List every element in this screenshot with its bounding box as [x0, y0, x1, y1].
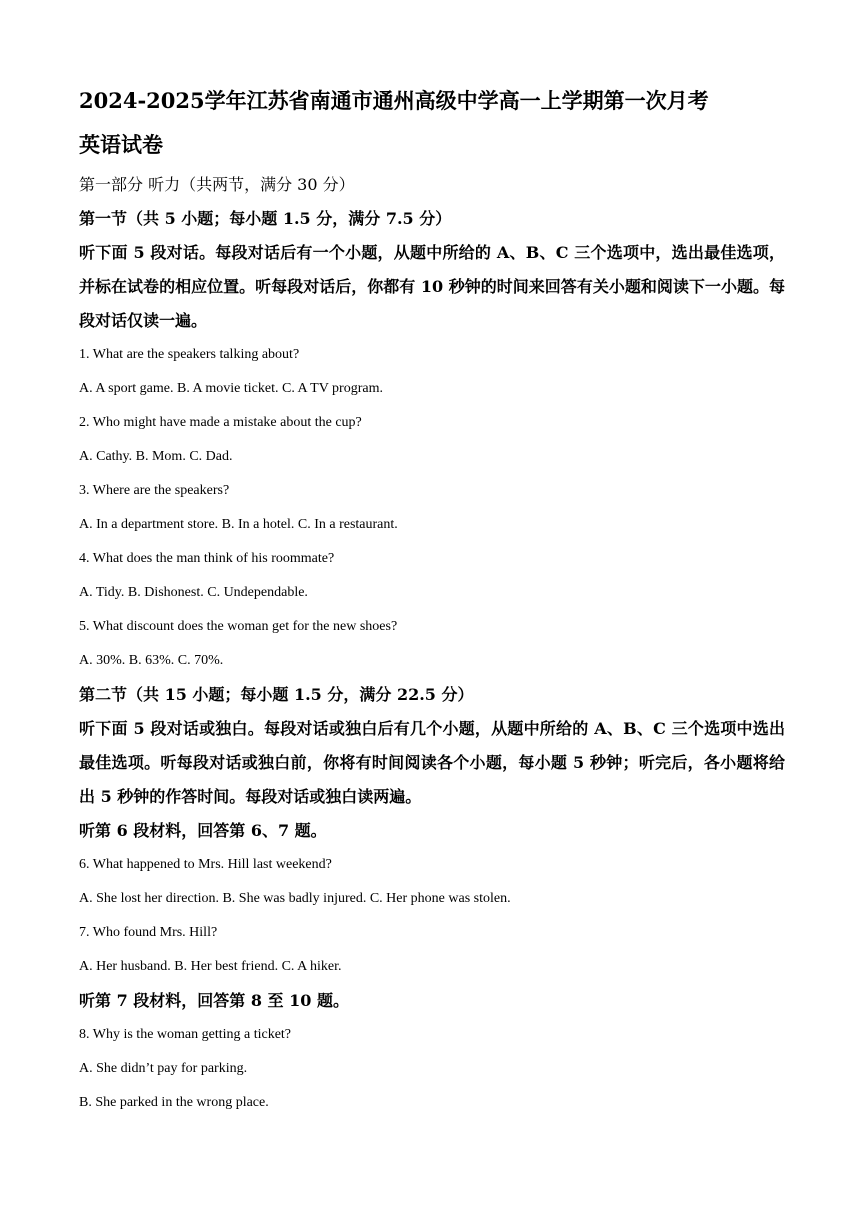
- section2-instructions: 听下面 5 段对话或独白。每段对话或独白后有几个小题，从题中所给的 A、B、C 三个选项中选出最佳选项。听每段对话或独白前，你将有时间阅读各个小题，每小题 5 秒钟；听完后，各小题将给出 5 秒钟的作答时间。每段对话或独白读两遍。: [79, 719, 785, 806]
- section2-heading: 第二节（共 15 小题；每小题 1.5 分，满分 22.5 分）: [79, 685, 474, 704]
- doc-title-line2: 英语试卷: [79, 132, 163, 157]
- options-1: A. A sport game. B. A movie ticket. C. A TV program.: [79, 381, 383, 396]
- options-3: A. In a department store. B. In a hotel. C. In a restaurant.: [79, 517, 398, 532]
- question-7: 7. Who found Mrs. Hill?: [79, 925, 218, 940]
- material6-heading: 听第 6 段材料，回答第 6、7 题。: [79, 821, 327, 840]
- part1-heading: 第一部分 听力（共两节，满分 30 分）: [79, 175, 355, 194]
- material7-question-list: [79, 1018, 785, 1120]
- material7-heading: 听第 7 段材料，回答第 8 至 10 题。: [79, 991, 349, 1010]
- doc-title-line1: 2024-2025学年江苏省南通市通州高级中学高一上学期第一次月考: [79, 88, 709, 113]
- material6-question-list: [79, 848, 785, 984]
- section1-instructions: 听下面 5 段对话。每段对话后有一个小题，从题中所给的 A、B、C 三个选项中，选出最佳选项，并标在试卷的相应位置。听每段对话后，你都有 10 秒钟的时间来回答有关小题和阅读下一小题。每段对话仅读一遍。: [79, 243, 785, 330]
- question-4: 4. What does the man think of his roommate?: [79, 551, 335, 566]
- question-2: 2. Who might have made a mistake about the cup?: [79, 415, 362, 430]
- question-3: 3. Where are the speakers?: [79, 483, 230, 498]
- options-7: A. Her husband. B. Her best friend. C. A hiker.: [79, 959, 342, 974]
- options-5: A. 30%. B. 63%. C. 70%.: [79, 653, 224, 668]
- document-content: [79, 86, 785, 1120]
- option-8b: B. She parked in the wrong place.: [79, 1095, 269, 1110]
- options-6: A. She lost her direction. B. She was badly injured. C. Her phone was stolen.: [79, 891, 511, 906]
- question-8: 8. Why is the woman getting a ticket?: [79, 1027, 292, 1042]
- question-1: 1. What are the speakers talking about?: [79, 347, 300, 362]
- options-4: A. Tidy. B. Dishonest. C. Undependable.: [79, 585, 308, 600]
- options-2: A. Cathy. B. Mom. C. Dad.: [79, 449, 233, 464]
- section1-heading: 第一节（共 5 小题；每小题 1.5 分，满分 7.5 分）: [79, 209, 452, 228]
- section1-question-list: [79, 338, 785, 678]
- option-8a: A. She didn’t pay for parking.: [79, 1061, 248, 1076]
- question-5: 5. What discount does the woman get for the new shoes?: [79, 619, 398, 634]
- question-6: 6. What happened to Mrs. Hill last weekend?: [79, 857, 332, 872]
